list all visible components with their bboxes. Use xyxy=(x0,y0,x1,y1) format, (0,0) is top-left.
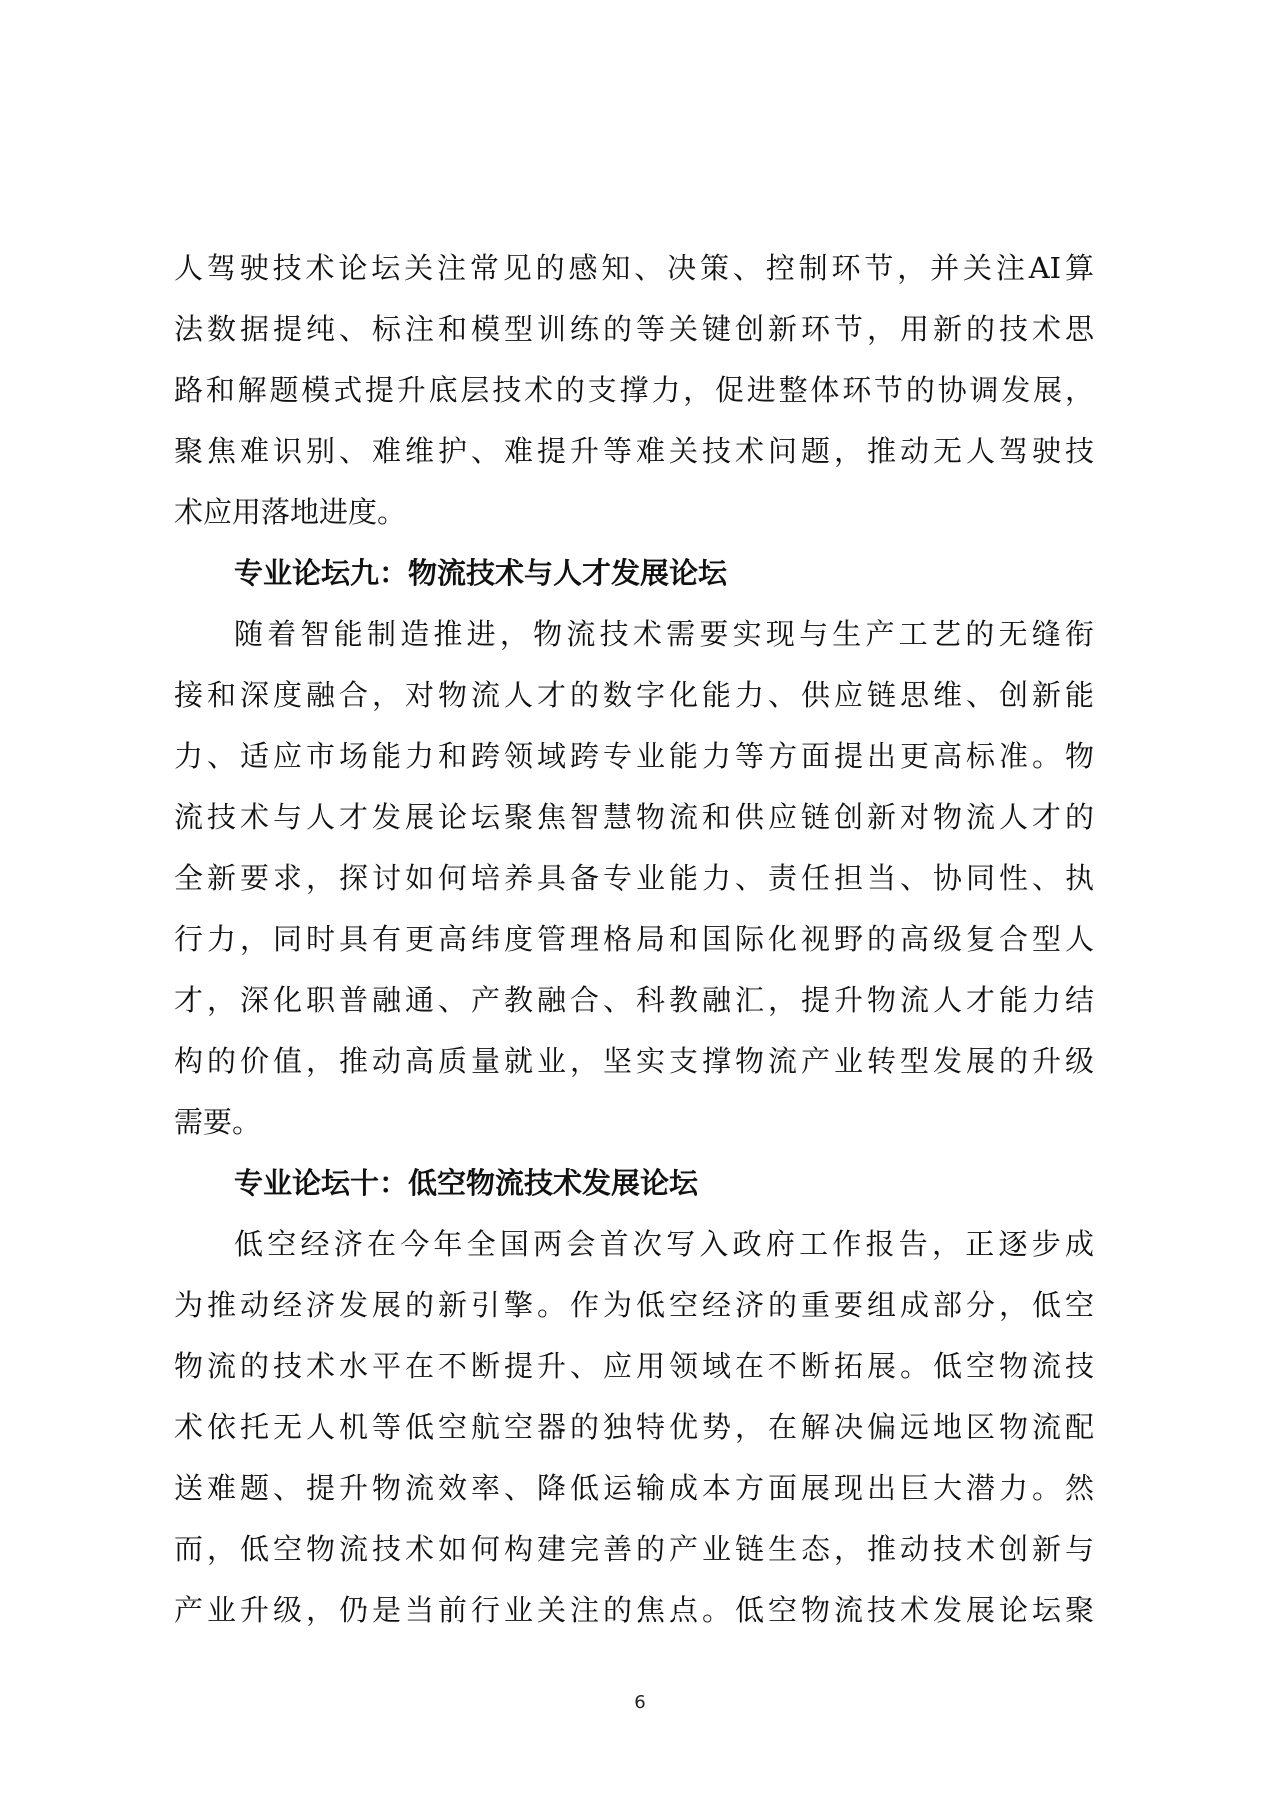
text-line: 法数据提纯、标注和模型训练的等关键创新环节，用新的技术思 xyxy=(174,312,1094,346)
text-line: 随着智能制造推进，物流技术需要实现与生产工艺的无缝衔 xyxy=(234,617,1094,651)
paragraph-low-altitude-logistics xyxy=(174,1214,1094,1641)
text-line: 流技术与人才发展论坛聚焦智慧物流和供应链创新对物流人才的 xyxy=(174,800,1094,834)
text-line: 人驾驶技术论坛关注常见的感知、决策、控制环节，并关注AI算 xyxy=(174,251,1094,285)
text-line: 路和解题模式提升底层技术的支撑力，促进整体环节的协调发展， xyxy=(174,373,1094,407)
page-number: 6 xyxy=(634,1692,646,1713)
text-line: 产业升级，仍是当前行业关注的焦点。低空物流技术发展论坛聚 xyxy=(174,1593,1094,1627)
text-line: 低空经济在今年全国两会首次写入政府工作报告，正逐步成 xyxy=(234,1227,1094,1261)
text-line: 才，深化职普融通、产教融合、科教融汇，提升物流人才能力结 xyxy=(174,983,1094,1017)
section-heading-forum-10: 专业论坛十：低空物流技术发展论坛 xyxy=(234,1166,699,1200)
text-line: 为推动经济发展的新引擎。作为低空经济的重要组成部分，低空 xyxy=(174,1288,1094,1322)
text-line: 聚焦难识别、难维护、难提升等难关技术问题，推动无人驾驶技 xyxy=(174,434,1094,468)
text-line: 构的价值，推动高质量就业，坚实支撑物流产业转型发展的升级 xyxy=(174,1044,1094,1078)
paragraph-autonomous-driving xyxy=(174,238,1094,543)
text-line: 而，低空物流技术如何构建完善的产业链生态，推动技术创新与 xyxy=(174,1532,1094,1566)
text-line: 送难题、提升物流效率、降低运输成本方面展现出巨大潜力。然 xyxy=(174,1471,1094,1505)
text-line: 接和深度融合，对物流人才的数字化能力、供应链思维、创新能 xyxy=(174,678,1094,712)
text-line: 需要。 xyxy=(174,1105,262,1139)
text-line: 力、适应市场能力和跨领域跨专业能力等方面提出更高标准。物 xyxy=(174,739,1094,773)
text-line: 术依托无人机等低空航空器的独特优势，在解决偏远地区物流配 xyxy=(174,1410,1094,1444)
text-line: 行力，同时具有更高纬度管理格局和国际化视野的高级复合型人 xyxy=(174,922,1094,956)
paragraph-logistics-talent xyxy=(174,604,1094,1153)
text-line: 术应用落地进度。 xyxy=(174,495,407,529)
document-body xyxy=(174,238,1094,1641)
text-line: 物流的技术水平在不断提升、应用领域在不断拓展。低空物流技 xyxy=(174,1349,1094,1383)
section-heading-forum-9: 专业论坛九：物流技术与人才发展论坛 xyxy=(234,556,728,590)
text-line: 全新要求，探讨如何培养具备专业能力、责任担当、协同性、执 xyxy=(174,861,1094,895)
